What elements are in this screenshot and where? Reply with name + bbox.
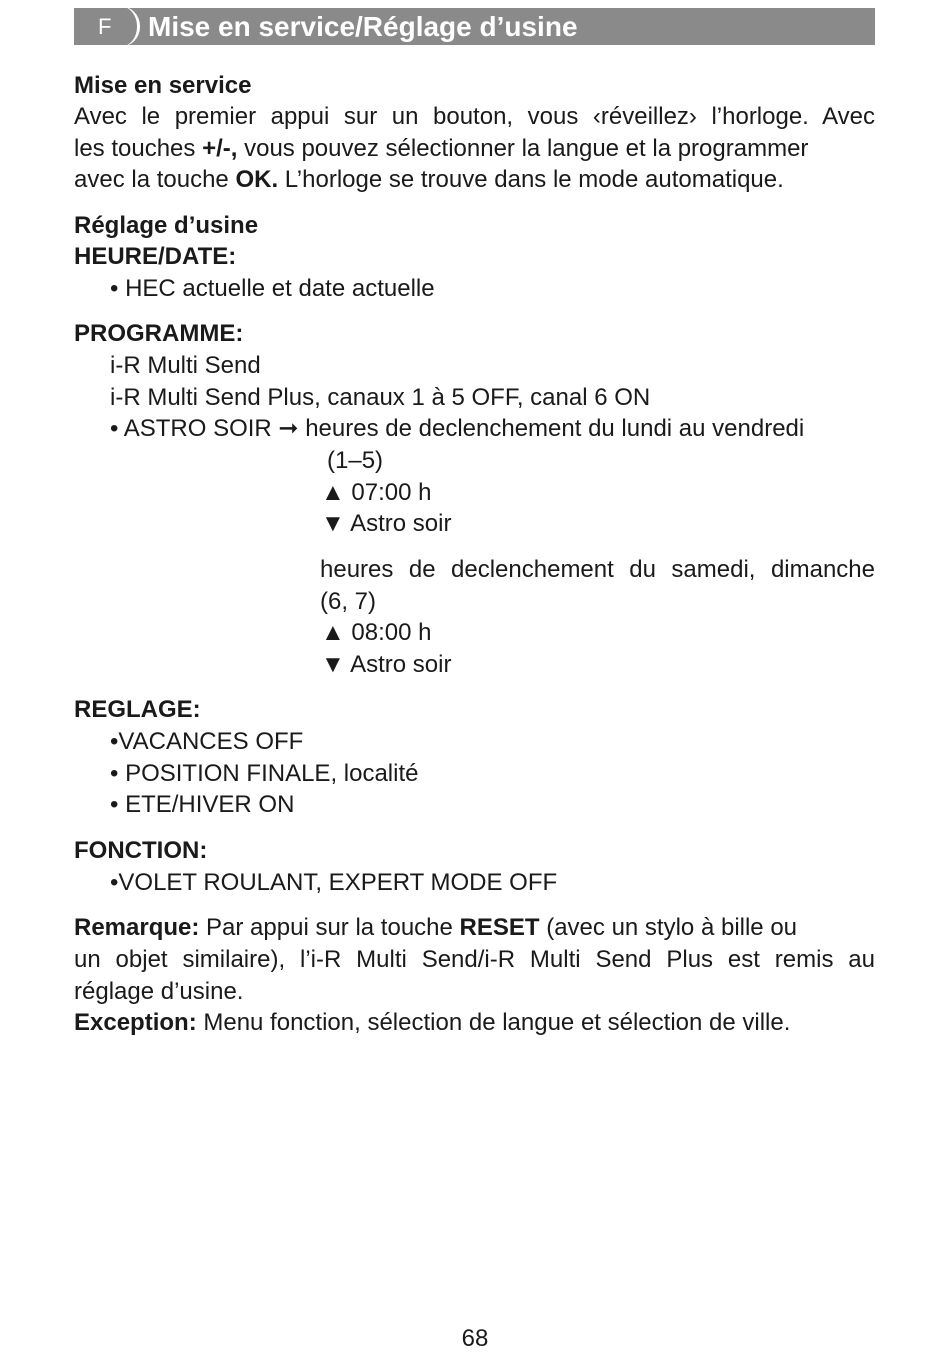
astro-soir-line: • ASTRO SOIR ➞ heures de declenchement du lundi au vendredi [110,415,805,442]
remarque-label: Remarque: [74,914,200,941]
weekday-days: (1–5) [327,447,384,474]
reglage-label: REGLAGE: [74,696,201,723]
plus-minus-keys: +/-, [202,135,238,162]
remarque-text-rest: (avec un stylo à bille ou [539,914,798,941]
fonction-label: FONCTION: [74,837,208,864]
weekday-down-time: ▼ Astro soir [321,510,452,537]
programme-label: PROGRAMME: [74,320,244,347]
exception-line [74,1007,790,1039]
reset-key: RESET [459,914,540,941]
weekend-up-time: ▲ 08:00 h [321,619,432,646]
remarque-line-3: réglage d’usine. [74,978,244,1005]
exception-label: Exception: [74,1009,197,1036]
intro-line-2-rest: vous pouvez sélectionner la langue et la programmer [237,135,809,162]
remarque-text: Par appui sur la touche [199,914,460,941]
intro-line-3-text: avec la touche [74,166,236,193]
section-title: Mise en service/Réglage d’usine [148,11,578,42]
exception-text: Menu fonction, sélection de langue et sélection de ville. [196,1009,791,1036]
heure-date-label: HEURE/DATE: [74,243,237,270]
programme-line-2: i-R Multi Send Plus, canaux 1 à 5 OFF, canal 6 ON [110,384,651,411]
factory-heading: Réglage d’usine [74,212,259,239]
page-number: 68 [461,1325,489,1352]
intro-line-3-rest: L’horloge se trouve dans le mode automatique. [278,166,784,193]
ok-key: OK. [235,166,279,193]
intro-line-3 [74,164,784,196]
fonction-item: •VOLET ROULANT, EXPERT MODE OFF [110,869,558,896]
intro-line-2 [74,133,808,165]
remarque-line-2: un objet similaire), l’i-R Multi Send/i-R Multi Send Plus est remis au [74,946,875,973]
reglage-item: • POSITION FINALE, localité [110,760,419,787]
intro-heading: Mise en service [74,72,252,99]
reglage-item: •VACANCES OFF [110,728,304,755]
weekend-line-2: (6, 7) [320,588,377,615]
intro-line-2-text: les touches [74,135,203,162]
weekend-line-1: heures de declenchement du samedi, dimanche [320,556,875,583]
heure-date-item: • HEC actuelle et date actuelle [110,275,435,302]
remarque-line-1 [74,912,797,944]
intro-line-1: Avec le premier appui sur un bouton, vous ‹réveillez› l’horloge. Avec [74,103,875,130]
weekday-up-time: ▲ 07:00 h [321,479,432,506]
weekend-down-time: ▼ Astro soir [321,651,452,678]
reglage-item: • ETE/HIVER ON [110,791,295,818]
language-tab: F [74,8,136,45]
programme-line-1: i-R Multi Send [110,352,261,379]
